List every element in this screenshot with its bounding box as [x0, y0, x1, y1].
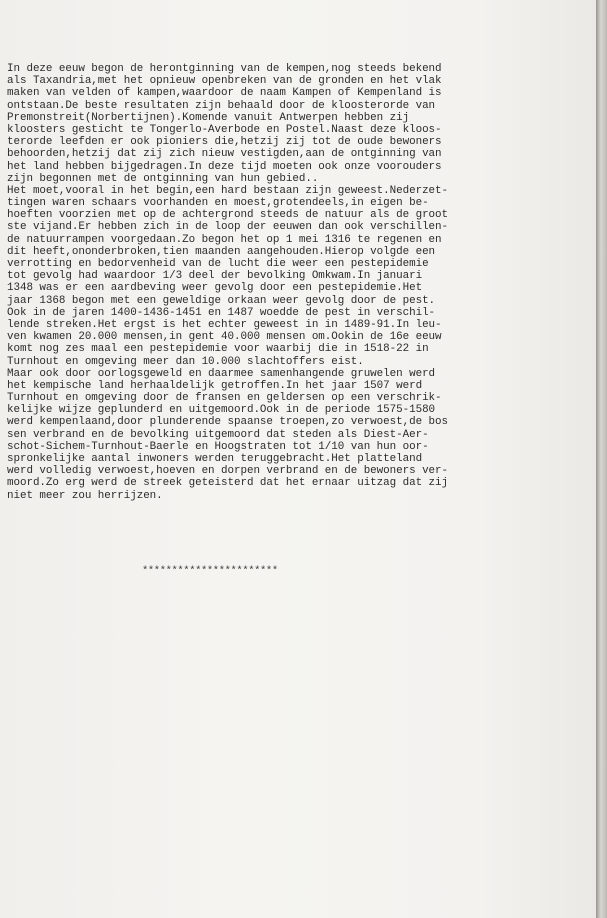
text-line: hoeften voorzien met op de achtergrond steeds de natuur als de groot: [7, 209, 449, 222]
text-line: sen verbrand en de bevolking uitgemoord dat steden als Diest-Aer-: [7, 428, 429, 441]
page-edge-shadow: [596, 0, 607, 918]
text-line: Turnhout en omgeving door de fransen en geldersen op een verschrik-: [7, 392, 442, 405]
text-line: het kempische land herhaaldelijk getroffen.In het jaar 1507 werd: [7, 379, 423, 392]
text-line: de natuurrampen voorgedaan.Zo begon het op 1 mei 1316 te regenen en: [7, 233, 442, 246]
text-line: ste vijand.Er hebben zich in de loop der eeuwen dan ook verschillen-: [7, 221, 449, 234]
text-line: verrotting en bedorvenheid van de lucht die weer een pestepidemie: [7, 258, 429, 270]
text-line: moord.Zo erg werd de streek geteisterd dat het ernaar uitzag dat zij: [7, 477, 449, 490]
text-line: maken van velden of kampen,waardoor de naam Kampen of Kempenland is: [7, 87, 442, 100]
text-line: dit heeft,ononderbroken,tien maanden aangehouden.Hierop volgde een: [7, 245, 436, 258]
text-line: In deze eeuw begon de herontginning van de kempen,nog steeds bekend: [7, 63, 442, 75]
text-line: Maar ook door oorlogsgeweld en daarmee samenhangende gruwelen werd: [7, 367, 436, 380]
text-line: 1348 was er een aardbeving weer gevolg door een pestepidemie.Het: [7, 282, 423, 295]
text-line: ven kwamen 20.000 mensen,in gent 40.000 mensen om.Ookin de 16e eeuw: [7, 331, 442, 344]
body-text: [7, 63, 592, 502]
text-line: schot-Sichem-Turnhout-Baerle en Hoogstraten tot 1/10 van hun oor-: [7, 440, 429, 453]
text-line: jaar 1368 begon met een geweldige orkaan weer gevolg door de pest.: [7, 294, 436, 307]
text-line: niet meer zou herrijzen.: [7, 489, 163, 502]
text-line: behoorden,hetzij dat zij zich nieuw vestigden,aan de ontginning van: [7, 148, 442, 161]
text-line: Premonstreit(Norbertijnen).Komende vanuit Antwerpen hebben zij: [7, 111, 410, 124]
text-line: terorde leefden er ook pioniers die,hetzij zij tot de oude bewoners: [7, 136, 442, 149]
asterisk-separator: ***********************: [142, 565, 278, 577]
text-line: zijn begonnen met de ontginning van hun gebied..: [7, 172, 319, 185]
text-line: werd volledig verwoest,hoeven en dorpen verbrand en de bewoners ver-: [7, 465, 449, 478]
text-line: Turnhout en omgeving meer dan 10.000 slachtoffers eist.: [7, 355, 364, 368]
text-line: tot gevolg had waardoor 1/3 deel der bevolking Omkwam.In januari: [7, 270, 423, 283]
text-line: komt nog zes maal een pestepidemie voor waarbij die in 1518-22 in: [7, 343, 429, 356]
text-line: kloosters gesticht te Tongerlo-Averbode en Postel.Naast deze kloos-: [7, 123, 442, 136]
text-line: het land hebben bijgedragen.In deze tijd moeten ook onze voorouders: [7, 160, 442, 173]
text-line: Het moet,vooral in het begin,een hard bestaan zijn geweest.Nederzet-: [7, 184, 449, 197]
text-line: ontstaan.De beste resultaten zijn behaald door de kloosterorde van: [7, 99, 436, 112]
text-line: Ook in de jaren 1400-1436-1451 en 1487 woedde de pest in verschil-: [7, 306, 436, 319]
text-line: als Taxandria,met het opnieuw openbreken van de gronden en het vlak: [7, 75, 442, 88]
text-line: spronkelijke aantal inwoners werden teruggebracht.Het platteland: [7, 453, 423, 465]
text-line: werd kempenlaand,door plunderende spaanse troepen,zo verwoest,de bos: [7, 416, 449, 429]
text-line: lende streken.Het ergst is het echter geweest in in 1489-91.In leu-: [7, 318, 442, 331]
text-line: tingen waren schaars voorhanden en moest,grotendeels,in eigen be-: [7, 197, 429, 210]
text-line: kelijke wijze geplunderd en uitgemoord.Ook in de periode 1575-1580: [7, 404, 436, 417]
